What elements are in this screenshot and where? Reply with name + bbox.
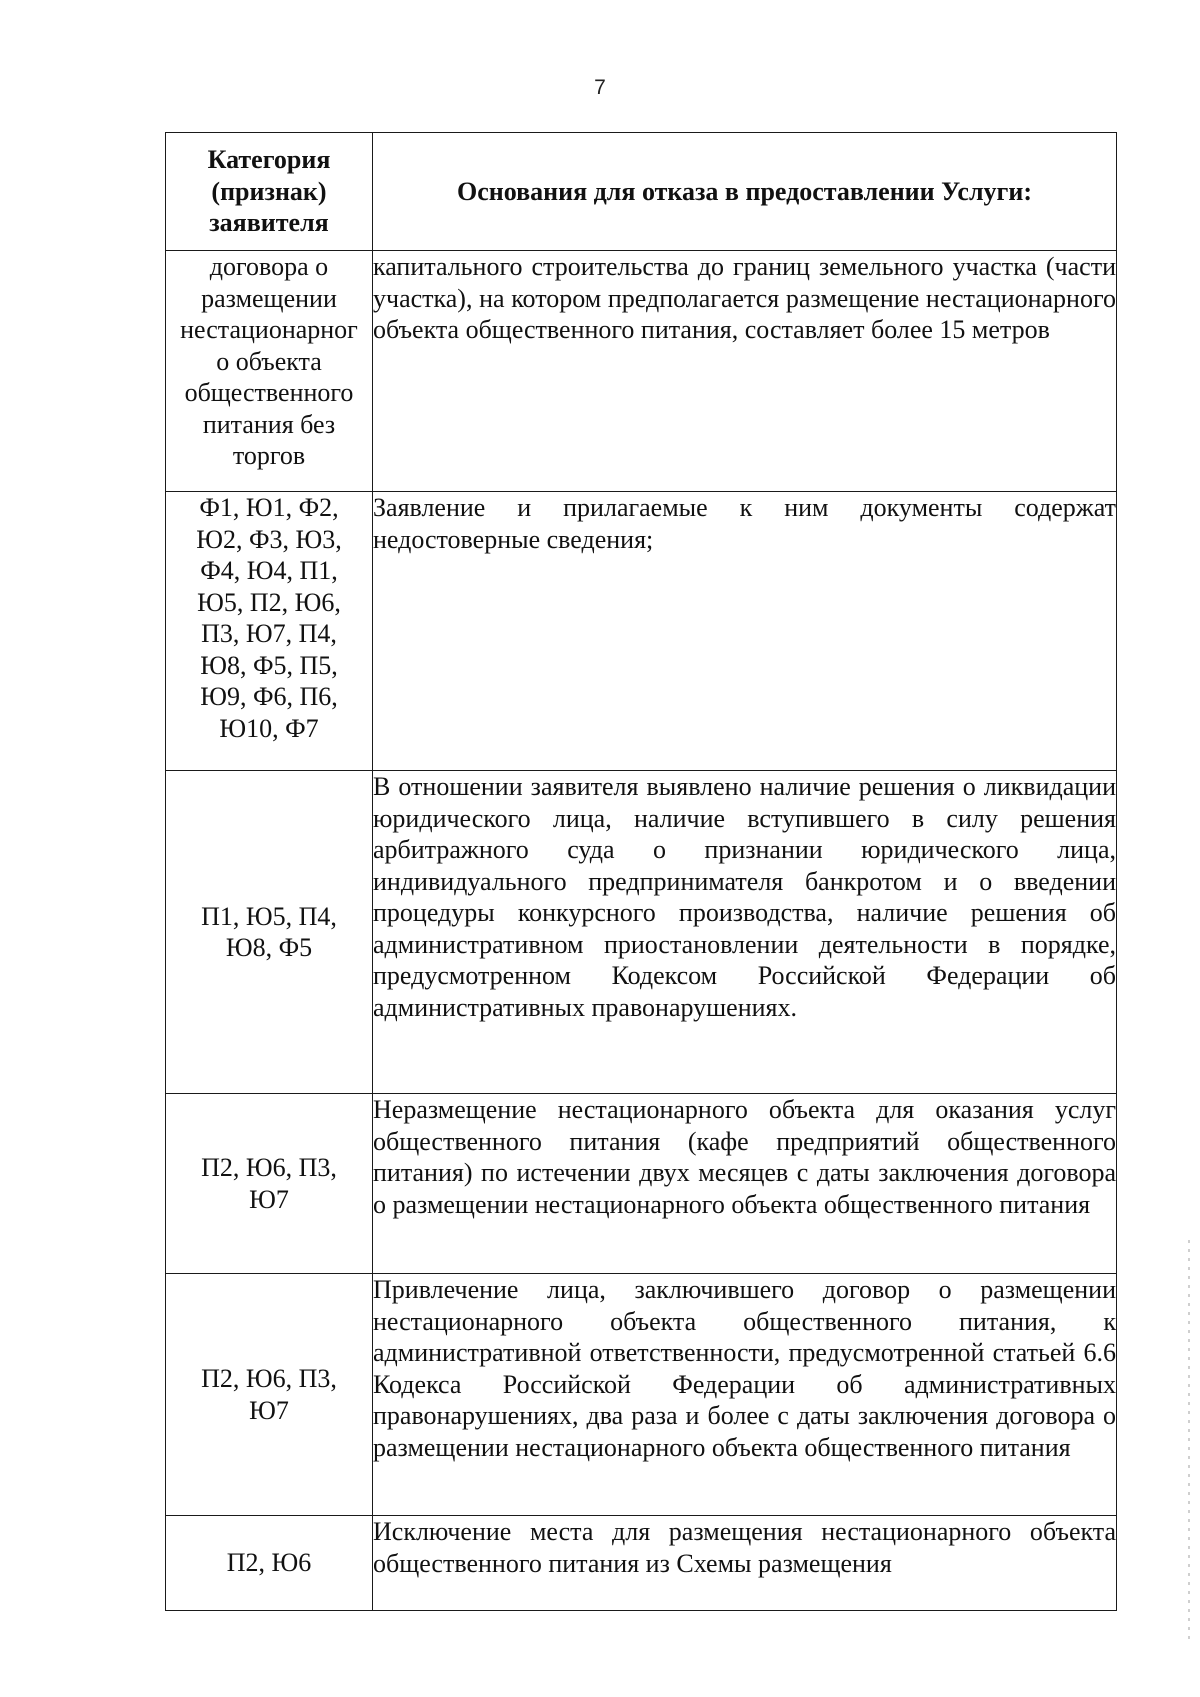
refusal-ground-cell: Привлечение лица, заключившего договор о размещении нестационарного объекта общественного питания, к административной ответственности, предусмотренной статьей 6.6 Кодекса Российской Федерации об административных правонарушениях, два раза и более с даты заключения договора о размещении нестационарного объекта общественного питания — [373, 1274, 1117, 1516]
header-applicant-category: Категория (признак) заявителя — [166, 133, 373, 251]
applicant-category-cell: П2, Ю6 — [166, 1516, 373, 1611]
table-row — [166, 1516, 1117, 1611]
applicant-category-cell: П2, Ю6, П3, Ю7 — [166, 1274, 373, 1516]
table-row — [166, 251, 1117, 492]
applicant-category-cell: договора о размещении нестационарног о объекта общественного питания без торгов — [166, 251, 373, 492]
applicant-category-cell: П2, Ю6, П3, Ю7 — [166, 1094, 373, 1274]
table-row — [166, 492, 1117, 771]
refusal-grounds-table — [165, 132, 1117, 1611]
table-row — [166, 771, 1117, 1094]
refusal-ground-cell: Заявление и прилагаемые к ним документы содержат недостоверные сведения; — [373, 492, 1117, 771]
refusal-ground-cell: капитального строительства до границ земельного участка (части участка), на котором предполагается размещение нестационарного объекта общественного питания, составляет более 15 метров — [373, 251, 1117, 492]
table-header-row — [166, 133, 1117, 251]
refusal-ground-cell: Исключение места для размещения нестационарного объекта общественного питания из Схемы размещения — [373, 1516, 1117, 1611]
applicant-category-cell: П1, Ю5, П4, Ю8, Ф5 — [166, 771, 373, 1094]
refusal-ground-cell: Неразмещение нестационарного объекта для оказания услуг общественного питания (кафе предприятий общественного питания) по истечении двух месяцев с даты заключения договора о размещении нестационарного объекта общественного питания — [373, 1094, 1117, 1274]
header-refusal-grounds: Основания для отказа в предоставлении Услуги: — [373, 133, 1117, 251]
table-row — [166, 1274, 1117, 1516]
page-number: 7 — [594, 76, 606, 99]
applicant-category-cell: Ф1, Ю1, Ф2, Ю2, Ф3, Ю3, Ф4, Ю4, П1, Ю5, П2, Ю6, П3, Ю7, П4, Ю8, Ф5, П5, Ю9, Ф6, П6, Ю10, Ф7 — [166, 492, 373, 771]
scan-edge-artifact — [1188, 1240, 1190, 1640]
refusal-ground-cell: В отношении заявителя выявлено наличие решения о ликвидации юридического лица, наличие вступившего в силу решения арбитражного суда о признании юридического лица, индивидуального предпринимателя банкротом и о введении процедуры конкурсного производства, наличие решения об административном приостановлении деятельности в порядке, предусмотренном Кодексом Российской Федерации об административных правонарушениях. — [373, 771, 1117, 1094]
table-row — [166, 1094, 1117, 1274]
